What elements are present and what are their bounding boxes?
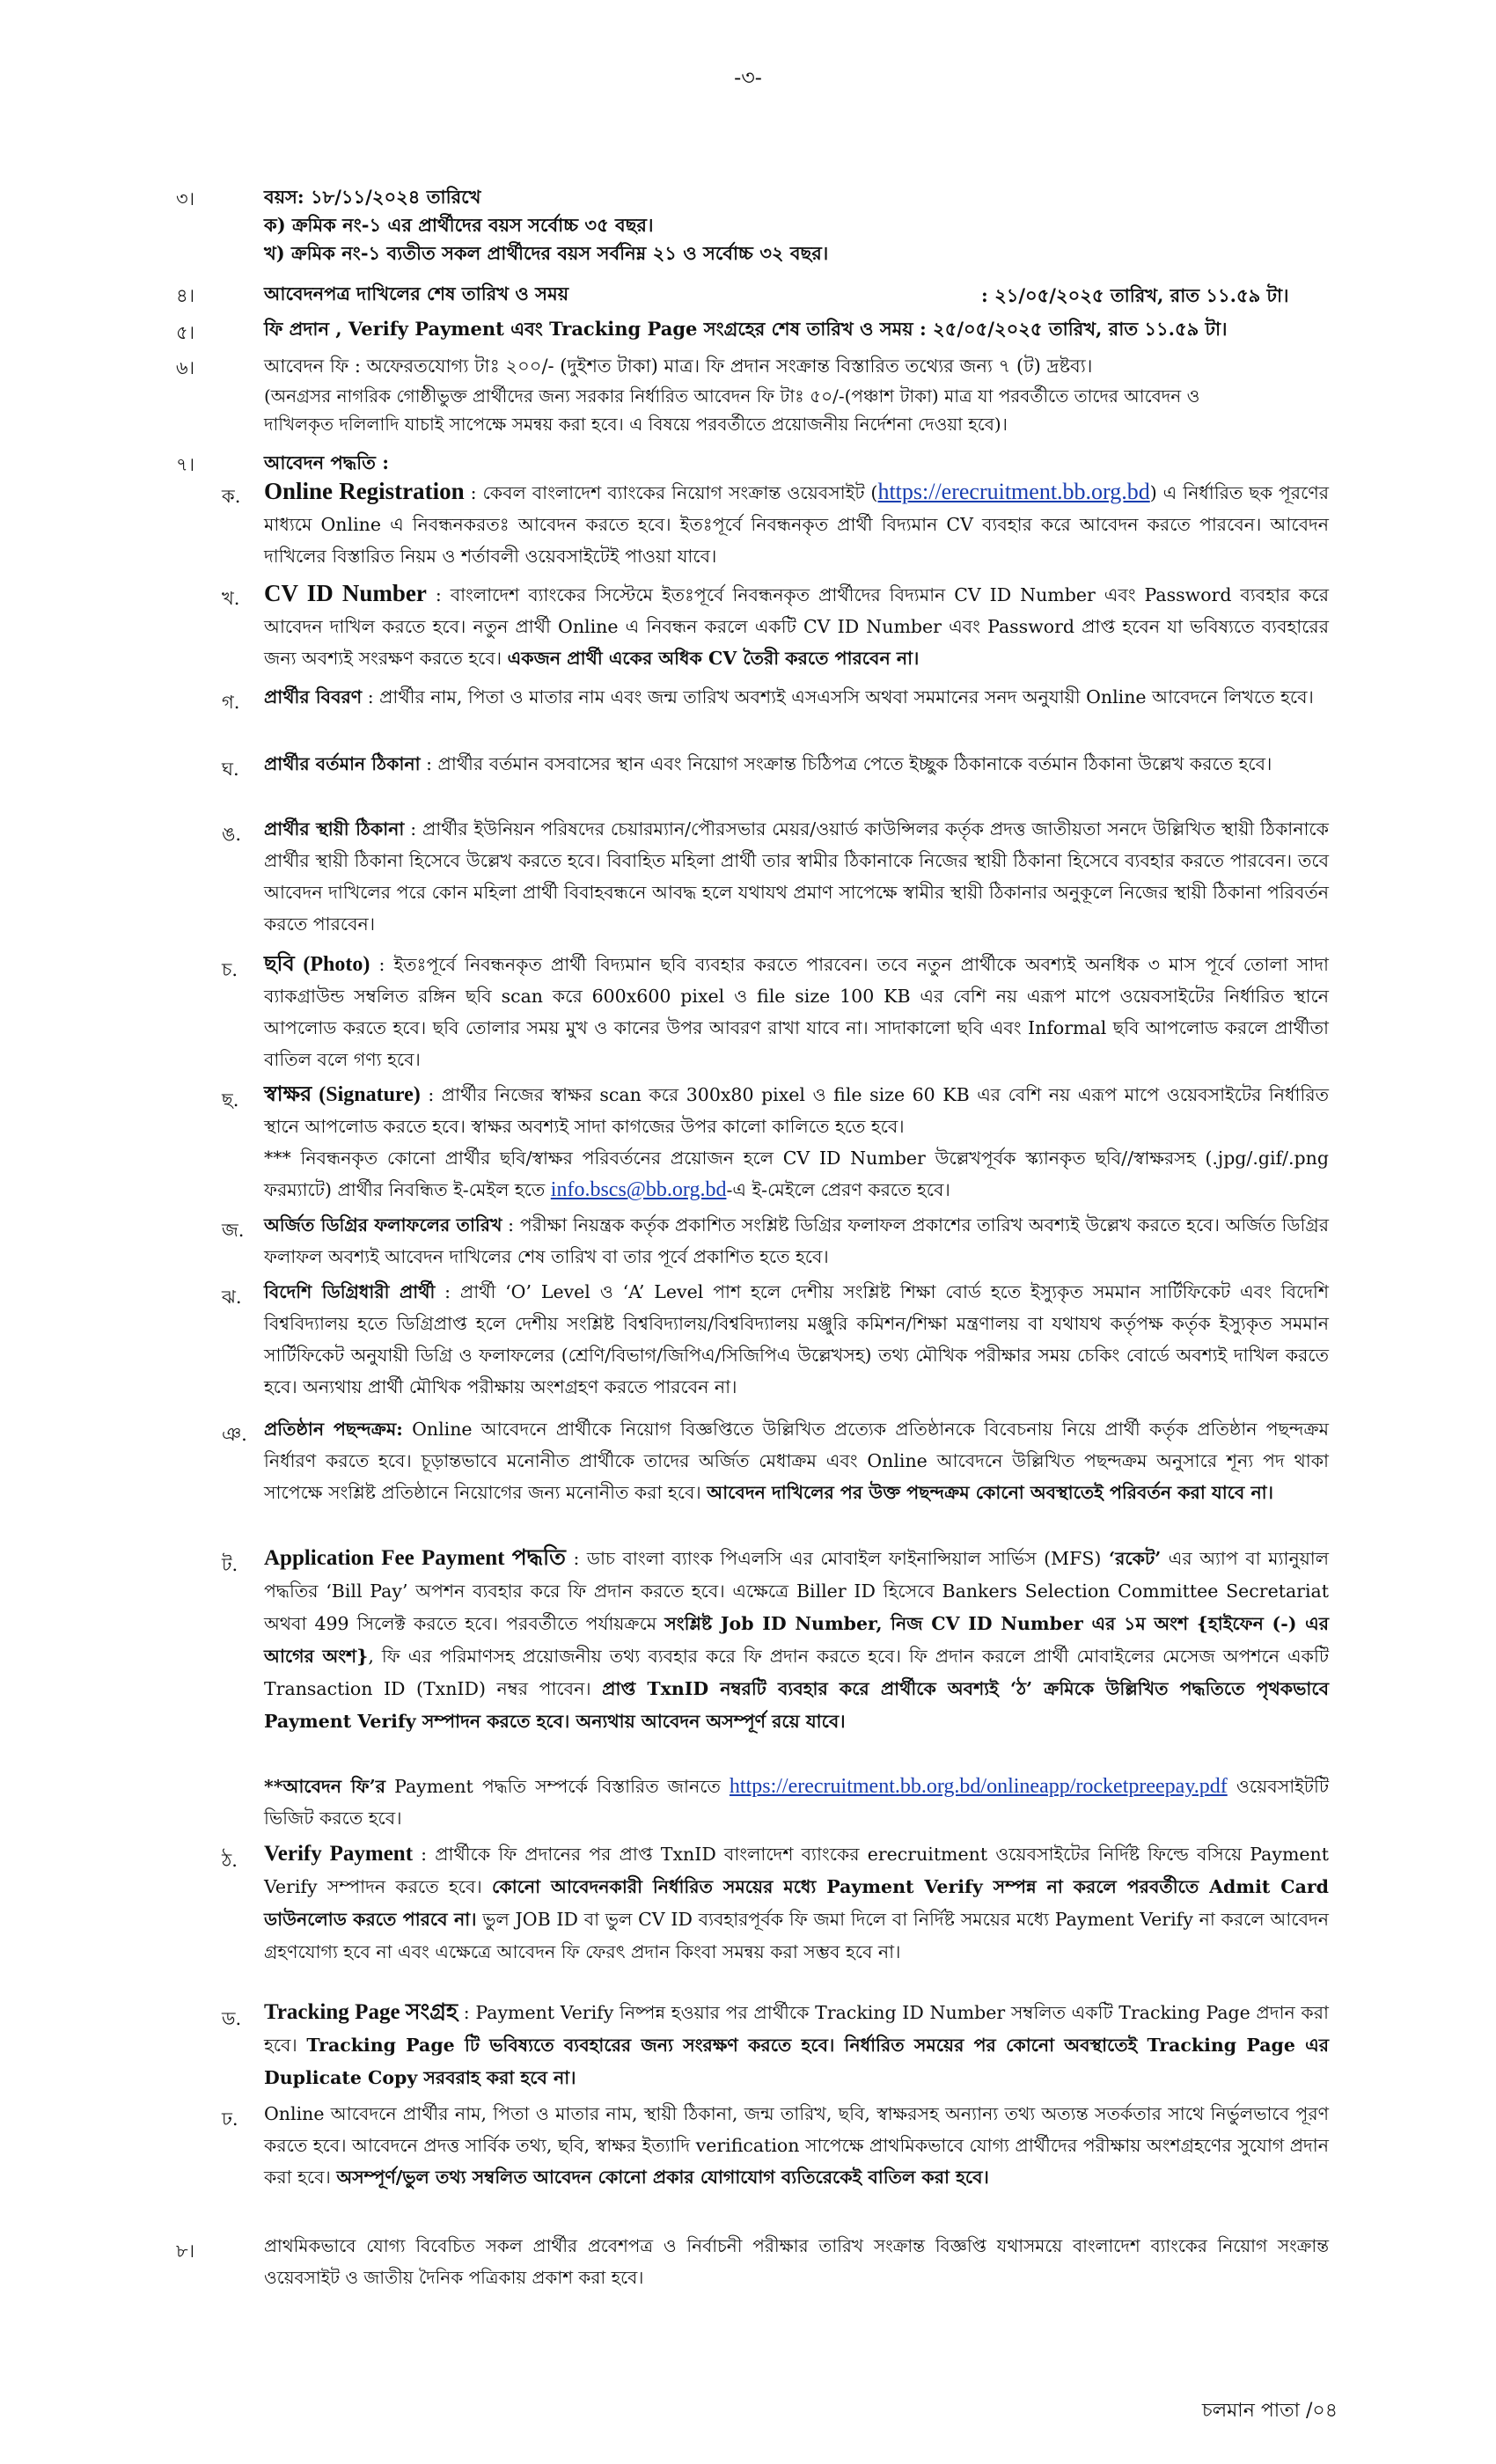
sub-ta-text-2: এর অ্যাপ বা ম্যানুয়াল পদ্ধতির ‘Bill Pay’ অপশন ব্যবহার করে ফি প্রদান করতে হবে। এক্ষেত্রে Biller ID হিসেবে Bankers Selection Committee Secretariat অথবা 499 সিলেক্ট করতে হবে। পরবর্তীতে পর্যায়ক্রমে	[264, 1548, 1329, 1634]
sub-cha-heading: স্বাক্ষর (Signature)	[264, 1083, 421, 1106]
sub-ka-label: ক.	[222, 486, 241, 507]
sub-tha-paragraph	[264, 1837, 1329, 1969]
sub-jha-paragraph	[264, 1276, 1329, 1403]
sub-da-label: ড.	[222, 2008, 242, 2029]
item-7-number: ৭।	[176, 454, 195, 475]
continuation-note: চলমান পাতা /০৪	[1201, 2400, 1338, 2422]
sub-nya-text: Online আবেদনে প্রার্থীকে নিয়োগ বিজ্ঞপ্তিতে উল্লিখিত প্রত্যেক প্রতিষ্ঠানকে বিবেচনায় নিয়ে প্রার্থী কর্তৃক প্রতিষ্ঠান পছন্দক্রম নির্ধারণ করতে হবে। চূড়ান্তভাবে মনোনীত প্রার্থীকে তাদের অর্জিত মেধাক্রম এবং Online আবেদনে উল্লিখিত পছন্দক্রম অনুসারে শূন্য পদ থাকা সাপেক্ষে সংশ্লিষ্ট প্রতিষ্ঠানে নিয়োগের জন্য মনোনীত করা হবে।	[264, 1419, 1329, 1503]
sub-ja-heading: অর্জিত ডিগ্রির ফলাফলের তারিখ	[264, 1214, 502, 1236]
sub-kha-text-1: : বাংলাদেশ ব্যাংকের সিস্টেমে ইতঃপূর্বে নিবন্ধনকৃত প্রার্থীদের বিদ্যমান CV ID Number এবং Password ব্যবহার করে আবেদন দাখিল করতে হবে। নতুন প্রার্থী Online এ নিবন্ধন করলে একটি CV ID Number এবং Password প্রাপ্ত হবেন যা ভবিষ্যতে ব্যবহারের জন্য অবশ্যই সংরক্ষণ করতে হবে।	[264, 584, 1329, 669]
sub-ca-text: : ইতঃপূর্বে নিবন্ধনকৃত প্রার্থী বিদ্যমান ছবি ব্যবহার করতে পারবেন। তবে নতুন প্রার্থীকে অবশ্যই অনধিক ৩ মাস পূর্বে তোলা সাদা ব্যাকগ্রাউন্ড সম্বলিত রঙ্গিন ছবি scan করে 600x600 pixel ও file size 100 KB এর বেশি নয় এরূপ মাপে ওয়েবসাইটের নির্ধারিত স্থানে আপলোড করতে হবে। ছবি তোলার সময় মুখ ও কানের উপর আবরণ রাখা যাবে না। সাদাকালো ছবি এবং Informal ছবি আপলোড করলে প্রার্থীতা বাতিল বলে গণ্য হবে।	[264, 954, 1329, 1070]
sub-ga-paragraph	[264, 681, 1329, 713]
sub-gha-text: : প্রার্থীর বর্তমান বসবাসের স্থান এবং নিয়োগ সংক্রান্ত চিঠিপত্র পেতে ইচ্ছুক ঠিকানাকে বর্তমান ঠিকানা উল্লেখ করতে হবে।	[420, 753, 1272, 774]
item-3-number: ৩।	[176, 188, 195, 209]
sub-ta-bold-3: প্রাপ্ত TxnID নম্বরটি ব্যবহার করে প্রার্থীকে অবশ্যই ‘ঠ’ ক্রমিকে উল্লিখিত পদ্ধতিতে পৃথকভাবে Payment Verify সম্পাদন করতে হবে। অন্যথায় আবেদন অসম্পূর্ণ রয়ে যাবে।	[264, 1678, 1329, 1732]
sub-kha-paragraph	[264, 577, 1329, 674]
sub-ta-text-1: : ডাচ বাংলা ব্যাংক পিএলসি এর মোবাইল ফাইনান্সিয়াল সার্ভিস (MFS)	[565, 1548, 1109, 1569]
sub-ca-paragraph	[264, 949, 1329, 1075]
sub-gha-label: ঘ.	[222, 759, 239, 780]
sub-da-text: : Payment Verify নিষ্পন্ন হওয়ার পর প্রার্থীকে Tracking ID Number সম্বলিত একটি Tracking Page প্রদান করা হবে।	[264, 2002, 1329, 2056]
item-5-number: ৫।	[176, 322, 195, 343]
sub-ka-text-2: ) এ নির্ধারিত ছক পূরণের মাধ্যমে Online এ নিবন্ধনকরতঃ আবেদন করতে হবে। ইতঃপূর্বে নিবন্ধনকৃত প্রার্থী বিদ্যমান CV ব্যবহার করে আবেদন করতে পারবেন। আবেদন দাখিলের বিস্তারিত নিয়ম ও শর্তাবলী ওয়েবসাইটেই পাওয়া যাবে।	[264, 482, 1329, 567]
item-7-title: আবেদন পদ্ধতি :	[264, 451, 389, 473]
sub-ta-heading: Application Fee Payment পদ্ধতি	[264, 1546, 566, 1570]
sub-ta-text-3: , ফি এর পরিমাণসহ প্রয়োজনীয় তথ্য ব্যবহার করে ফি প্রদান করতে হবে। ফি প্রদান করলে প্রার্থী মোবাইলের মেসেজ অপশনে একটি Transaction ID (TxnID) নম্বর পাবেন।	[264, 1646, 1330, 1699]
sub-ka-paragraph	[264, 475, 1329, 572]
sub-tha-bold: কোনো আবেদনকারী নির্ধারিত সময়ের মধ্যে Payment Verify সম্পন্ন না করলে পরবর্তীতে Admit Card ডাউনলোড করতে পারবে না।	[264, 1876, 1329, 1930]
sub-jha-text: : প্রার্থী ‘O’ Level ও ‘A’ Level পাশ হলে দেশীয় সংশ্লিষ্ট শিক্ষা বোর্ড হতে ইস্যুকৃত সমমান সার্টিফিকেট এবং বিদেশি বিশ্ববিদ্যালয় হতে ডিগ্রিপ্রাপ্ত হলে দেশীয় সংশ্লিষ্ট বিশ্ববিদ্যালয়/বিশ্ববিদ্যালয় মঞ্জুরি কমিশন/শিক্ষা মন্ত্রণালয় বা যথাযথ কর্তৃপক্ষ কর্তৃক ইস্যুকৃত সমমান সার্টিফিকেট অনুযায়ী ডিগ্রি ও ফলাফলের (শ্রেণি/বিভাগ/জিপিএ/সিজিপিএ উল্লেখসহ) তথ্য মৌখিক পরীক্ষার সময় চেকিং বোর্ডে অবশ্যই দাখিল করতে হবে। অন্যথায় প্রার্থী মৌখিক পরীক্ষায় অংশগ্রহণ করতে পারবেন না।	[264, 1281, 1330, 1397]
sub-ja-text: : পরীক্ষা নিয়ন্ত্রক কর্তৃক প্রকাশিত সংশ্লিষ্ট ডিগ্রির ফলাফল প্রকাশের তারিখ অবশ্যই উল্লেখ করতে হবে। অর্জিত ডিগ্রির ফলাফল অবশ্যই আবেদন দাখিলের শেষ তারিখ বা তার পূর্বে প্রকাশিত হতে হবে।	[264, 1214, 1330, 1267]
sub-da-paragraph	[264, 1996, 1329, 2094]
sub-ka-text-1: : কেবল বাংলাদেশ ব্যাংকের নিয়োগ সংক্রান্ত ওয়েবসাইট (	[464, 482, 878, 503]
item-6-line-2: (অনগ্রসর নাগরিক গোষ্ঠীভুক্ত প্রার্থীদের জন্য সরকার নির্ধারিত আবেদন ফি টাঃ ৫০/-(পঞ্চাশ টাকা) মাত্র যা পরবর্তীতে তাদের আবেদন ও	[264, 385, 1200, 407]
sub-nya-bold: আবেদন দাখিলের পর উক্ত পছন্দক্রম কোনো অবস্থাতেই পরিবর্তন করা যাবে না।	[707, 1482, 1273, 1503]
sub-ga-text: : প্রার্থীর নাম, পিতা ও মাতার নাম এবং জন্ম তারিখ অবশ্যই এসএসসি অথবা সমমানের সনদ অনুযায়ী Online আবেদনে লিখতে হবে।	[362, 686, 1314, 708]
sub-kha-label: খ.	[222, 588, 240, 609]
item-5-text: ফি প্রদান , Verify Payment এবং Tracking Page সংগ্রহের শেষ তারিখ ও সময় : ২৫/০৫/২০২৫ তারিখ, রাত ১১.৫৯ টা।	[264, 318, 1228, 340]
sub-jha-label: ঝ.	[222, 1287, 242, 1308]
sub-dha-bold: অসম্পূর্ণ/ভুল তথ্য সম্বলিত আবেদন কোনো প্রকার যোগাযোগ ব্যতিরেকেই বাতিল করা হবে।	[336, 2167, 989, 2188]
sub-da-heading: Tracking Page সংগ্রহ	[264, 2000, 458, 2024]
sub-cha-text-2: *** নিবন্ধনকৃত কোনো প্রার্থীর ছবি/স্বাক্ষর পরিবর্তনের প্রয়োজন হলে CV ID Number উল্লেখপূর্বক স্ক্যানকৃত ছবি//স্বাক্ষরসহ (.jpg/.gif/.png ফরম্যাটে) প্রার্থীর নিবন্ধিত ই-মেইল হতে	[264, 1148, 1329, 1200]
sub-cha-text-3: -এ ই-মেইলে প্রেরণ করতে হবে।	[726, 1179, 950, 1200]
sub-umo-paragraph	[264, 813, 1329, 940]
sub-nya-heading: প্রতিষ্ঠান পছন্দক্রম:	[264, 1419, 403, 1440]
sub-cha-note	[264, 1142, 1329, 1206]
sub-umo-heading: প্রার্থীর স্থায়ী ঠিকানা	[264, 818, 405, 840]
sub-ta-note	[264, 1771, 1329, 1834]
item-4-number: ৪।	[176, 285, 195, 306]
item-4-text: আবেদনপত্র দাখিলের শেষ তারিখ ও সময়	[264, 282, 569, 304]
item-3-line-1: বয়স: ১৮/১১/২০২৪ তারিখে	[264, 186, 481, 208]
sub-da-bold: Tracking Page টি ভবিষ্যতে ব্যবহারের জন্য সংরক্ষণ করতে হবে। নির্ধারিত সময়ের পর কোনো অবস্থাতেই Tracking Page এর Duplicate Copy সরবরাহ করা হবে না।	[264, 2035, 1329, 2088]
item-8-number: ৮।	[176, 2240, 195, 2262]
sub-kha-heading: CV ID Number	[264, 580, 427, 606]
sub-dha-text: Online আবেদনে প্রার্থীর নাম, পিতা ও মাতার নাম, স্থায়ী ঠিকানা, জন্ম তারিখ, ছবি, স্বাক্ষরসহ অন্যান্য তথ্য অত্যন্ত সতর্কতার সাথে নির্ভুলভাবে পূরণ করতে হবে। আবেদনে প্রদত্ত সার্বিক তথ্য, ছবি, স্বাক্ষর ইত্যাদি verification সাপেক্ষে প্রাথমিকভাবে যোগ্য প্রার্থীদের পরীক্ষায় অংশগ্রহণের সুযোগ প্রদান করা হবে।	[264, 2103, 1329, 2188]
sub-cha-paragraph	[264, 1079, 1329, 1142]
item-8-text: প্রাথমিকভাবে যোগ্য বিবেচিত সকল প্রার্থীর প্রবেশপত্র ও নির্বাচনী পরীক্ষার তারিখ সংক্রান্ত বিজ্ঞপ্তি যথাসময়ে বাংলাদেশ ব্যাংকের নিয়োগ সংক্রান্ত ওয়েবসাইট ও জাতীয় দৈনিক পত্রিকায় প্রকাশ করা হবে।	[264, 2235, 1329, 2288]
sub-ta-label: ট.	[222, 1554, 238, 1575]
sub-ta-note-1: **আবেদন ফি’র	[264, 1776, 385, 1797]
item-6-number: ৬।	[176, 357, 195, 378]
sub-ta-note-3: ওয়েবসাইটটি ভিজিট করতে হবে।	[264, 1776, 1330, 1829]
sub-kha-bold: একজন প্রার্থী একের অধিক CV তৈরী করতে পারবেন না।	[507, 648, 920, 669]
sub-tha-heading: Verify Payment	[264, 1842, 414, 1866]
sub-umo-label: ঙ.	[222, 824, 242, 845]
sub-nya-paragraph	[264, 1413, 1329, 1508]
sub-ja-label: জ.	[222, 1220, 245, 1241]
sub-ta-paragraph	[264, 1542, 1329, 1738]
erecruitment-link[interactable]: https://erecruitment.bb.org.bd	[877, 479, 1150, 504]
sub-ja-paragraph	[264, 1209, 1329, 1272]
sub-cha-label: ছ.	[222, 1089, 239, 1111]
sub-ga-heading: প্রার্থীর বিবরণ	[264, 686, 363, 708]
item-6-line-1: আবেদন ফি : অফেরতযোগ্য টাঃ ২০০/- (দুইশত টাকা) মাত্র। ফি প্রদান সংক্রান্ত বিস্তারিত তথ্যের জন্য ৭ (ট) দ্রষ্টব্য।	[264, 356, 1093, 377]
sub-ta-bold-1: ‘রকেট’	[1108, 1548, 1162, 1569]
sub-nya-label: ঞ.	[222, 1424, 247, 1445]
item-3-line-3: খ) ক্রমিক নং-১ ব্যতীত সকল প্রার্থীদের বয়স সর্বনিম্ন ২১ ও সর্বোচ্চ ৩২ বছর।	[264, 242, 829, 264]
sub-ka-heading: Online Registration	[264, 478, 465, 504]
sub-tha-label: ঠ.	[222, 1850, 238, 1871]
item-6-line-3: দাখিলকৃত দলিলাদি যাচাই সাপেক্ষে সমন্বয় করা হবে। এ বিষয়ে পরবর্তীতে প্রয়োজনীয় নির্দেশনা দেওয়া হবে)।	[264, 414, 1008, 435]
sub-ta-note-2: Payment পদ্ধতি সম্পর্কে বিস্তারিত জানতে	[385, 1776, 730, 1797]
item-3-line-2: ক) ক্রমিক নং-১ এর প্রার্থীদের বয়স সর্বোচ্চ ৩৫ বছর।	[264, 214, 654, 236]
rocket-pay-link[interactable]: https://erecruitment.bb.org.bd/onlineapp/rocketpreepay.pdf	[729, 1775, 1228, 1798]
sub-dha-label: ঢ.	[222, 2108, 238, 2130]
page-number: -৩-	[734, 65, 762, 90]
sub-ca-heading: ছবি (Photo)	[264, 953, 370, 976]
sub-ca-label: চ.	[222, 959, 238, 980]
sub-cha-text-1: : প্রার্থীর নিজের স্বাক্ষর scan করে 300x80 pixel ও file size 60 KB এর বেশি নয় এরূপ মাপে ওয়েবসাইটের নির্ধারিত স্থানে আপলোড করতে হবে। স্বাক্ষর অবশ্যই সাদা কাগজের উপর কালো কালিতে হতে হবে।	[264, 1084, 1329, 1137]
sub-gha-heading: প্রার্থীর বর্তমান ঠিকানা	[264, 753, 421, 774]
item-4-value: : ২১/০৫/২০২৫ তারিখ, রাত ১১.৫৯ টা।	[981, 284, 1289, 306]
info-email-link[interactable]: info.bscs@bb.org.bd	[550, 1178, 727, 1201]
sub-dha-paragraph	[264, 2098, 1329, 2193]
sub-gha-paragraph	[264, 748, 1329, 780]
sub-umo-text: : প্রার্থীর ইউনিয়ন পরিষদের চেয়ারম্যান/পৌরসভার মেয়র/ওয়ার্ড কাউন্সিলর কর্তৃক প্রদত্ত জাতীয়তা সনদে উল্লিখিত স্থায়ী ঠিকানাকে প্রার্থীর স্থায়ী ঠিকানা হিসেবে উল্লেখ করতে হবে। বিবাহিত মহিলা প্রার্থী তার স্বামীর ঠিকানাকে নিজের স্থায়ী ঠিকানা হিসেবে ব্যবহার করতে পারবেন। তবে আবেদন দাখিলের পরে কোন মহিলা প্রার্থী বিবাহবন্ধনে আবদ্ধ হলে যথাযথ প্রমাণ সাপেক্ষে স্বামীর স্থায়ী ঠিকানার অনুকূলে নিজের স্থায়ী ঠিকানা পরিবর্তন করতে পারবেন।	[264, 818, 1329, 935]
sub-jha-heading: বিদেশি ডিগ্রিধারী প্রার্থী	[264, 1281, 436, 1302]
sub-ga-label: গ.	[222, 692, 240, 713]
sub-tha-text-2: ভুল JOB ID বা ভুল CV ID ব্যবহারপূর্বক ফি জমা দিলে বা নির্দিষ্ট সময়ের মধ্যে Payment Verify না করলে আবেদন গ্রহণযোগ্য হবে না এবং এক্ষেত্রে আবেদন ফি ফেরৎ প্রদান কিংবা সমন্বয় করা সম্ভব হবে না।	[264, 1909, 1329, 1962]
sub-tha-text-1: : প্রার্থীকে ফি প্রদানের পর প্রাপ্ত TxnID বাংলাদেশ ব্যাংকের erecruitment ওয়েবসাইটের নির্দিষ্ট ফিল্ডে বসিয়ে Payment Verify সম্পাদন করতে হবে।	[264, 1844, 1329, 1897]
sub-ta-bold-2: সংশ্লিষ্ট Job ID Number, নিজ CV ID Number এর ১ম অংশ {হাইফেন (-) এর আগের অংশ}	[264, 1613, 1329, 1667]
